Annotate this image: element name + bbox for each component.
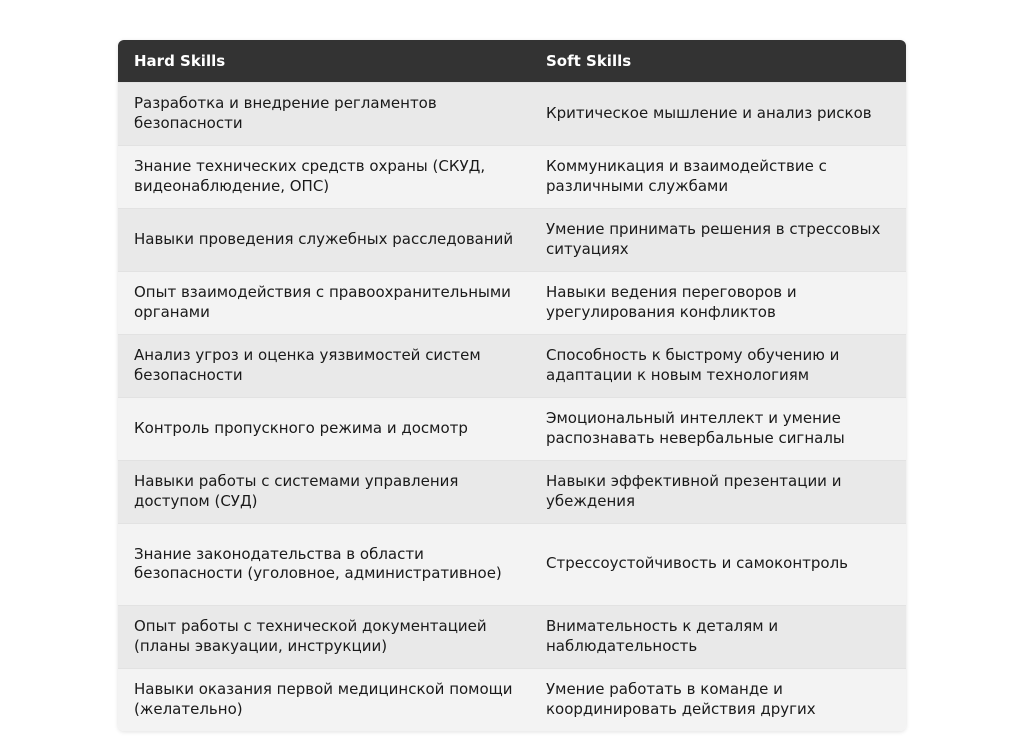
hard-skill-cell: Знание технических средств охраны (СКУД, видеонаблюдение, ОПС) bbox=[118, 145, 530, 208]
hard-skill-cell: Анализ угроз и оценка уязвимостей систем безопасности bbox=[118, 334, 530, 397]
skills-table-container bbox=[118, 40, 906, 731]
table-row bbox=[118, 397, 906, 460]
hard-skill-cell: Контроль пропускного режима и досмотр bbox=[118, 397, 530, 460]
header-hard-skills: Hard Skills bbox=[118, 40, 530, 82]
table-row bbox=[118, 334, 906, 397]
hard-skill-cell: Навыки работы с системами управления доступом (СУД) bbox=[118, 460, 530, 523]
soft-skill-cell: Эмоциональный интеллект и умение распознавать невербальные сигналы bbox=[530, 397, 906, 460]
soft-skill-cell: Коммуникация и взаимодействие с различными службами bbox=[530, 145, 906, 208]
hard-skill-cell: Опыт взаимодействия с правоохранительными органами bbox=[118, 271, 530, 334]
table-row bbox=[118, 668, 906, 731]
soft-skill-cell: Навыки ведения переговоров и урегулирования конфликтов bbox=[530, 271, 906, 334]
soft-skill-cell: Стрессоустойчивость и самоконтроль bbox=[530, 523, 906, 605]
soft-skill-cell: Навыки эффективной презентации и убеждения bbox=[530, 460, 906, 523]
hard-skill-cell: Навыки проведения служебных расследований bbox=[118, 208, 530, 271]
hard-skill-cell: Навыки оказания первой медицинской помощи (желательно) bbox=[118, 668, 530, 731]
skills-table bbox=[118, 40, 906, 731]
soft-skill-cell: Внимательность к деталям и наблюдательность bbox=[530, 605, 906, 668]
soft-skill-cell: Критическое мышление и анализ рисков bbox=[530, 82, 906, 145]
table-row bbox=[118, 271, 906, 334]
table-row bbox=[118, 82, 906, 145]
header-soft-skills: Soft Skills bbox=[530, 40, 906, 82]
table-row bbox=[118, 605, 906, 668]
soft-skill-cell: Способность к быстрому обучению и адаптации к новым технологиям bbox=[530, 334, 906, 397]
hard-skill-cell: Разработка и внедрение регламентов безопасности bbox=[118, 82, 530, 145]
hard-skill-cell: Знание законодательства в области безопасности (уголовное, административное) bbox=[118, 523, 530, 605]
soft-skill-cell: Умение работать в команде и координировать действия других bbox=[530, 668, 906, 731]
hard-skill-cell: Опыт работы с технической документацией (планы эвакуации, инструкции) bbox=[118, 605, 530, 668]
soft-skill-cell: Умение принимать решения в стрессовых ситуациях bbox=[530, 208, 906, 271]
table-row bbox=[118, 145, 906, 208]
table-row bbox=[118, 208, 906, 271]
table-row bbox=[118, 523, 906, 605]
table-row bbox=[118, 460, 906, 523]
table-header-row bbox=[118, 40, 906, 82]
